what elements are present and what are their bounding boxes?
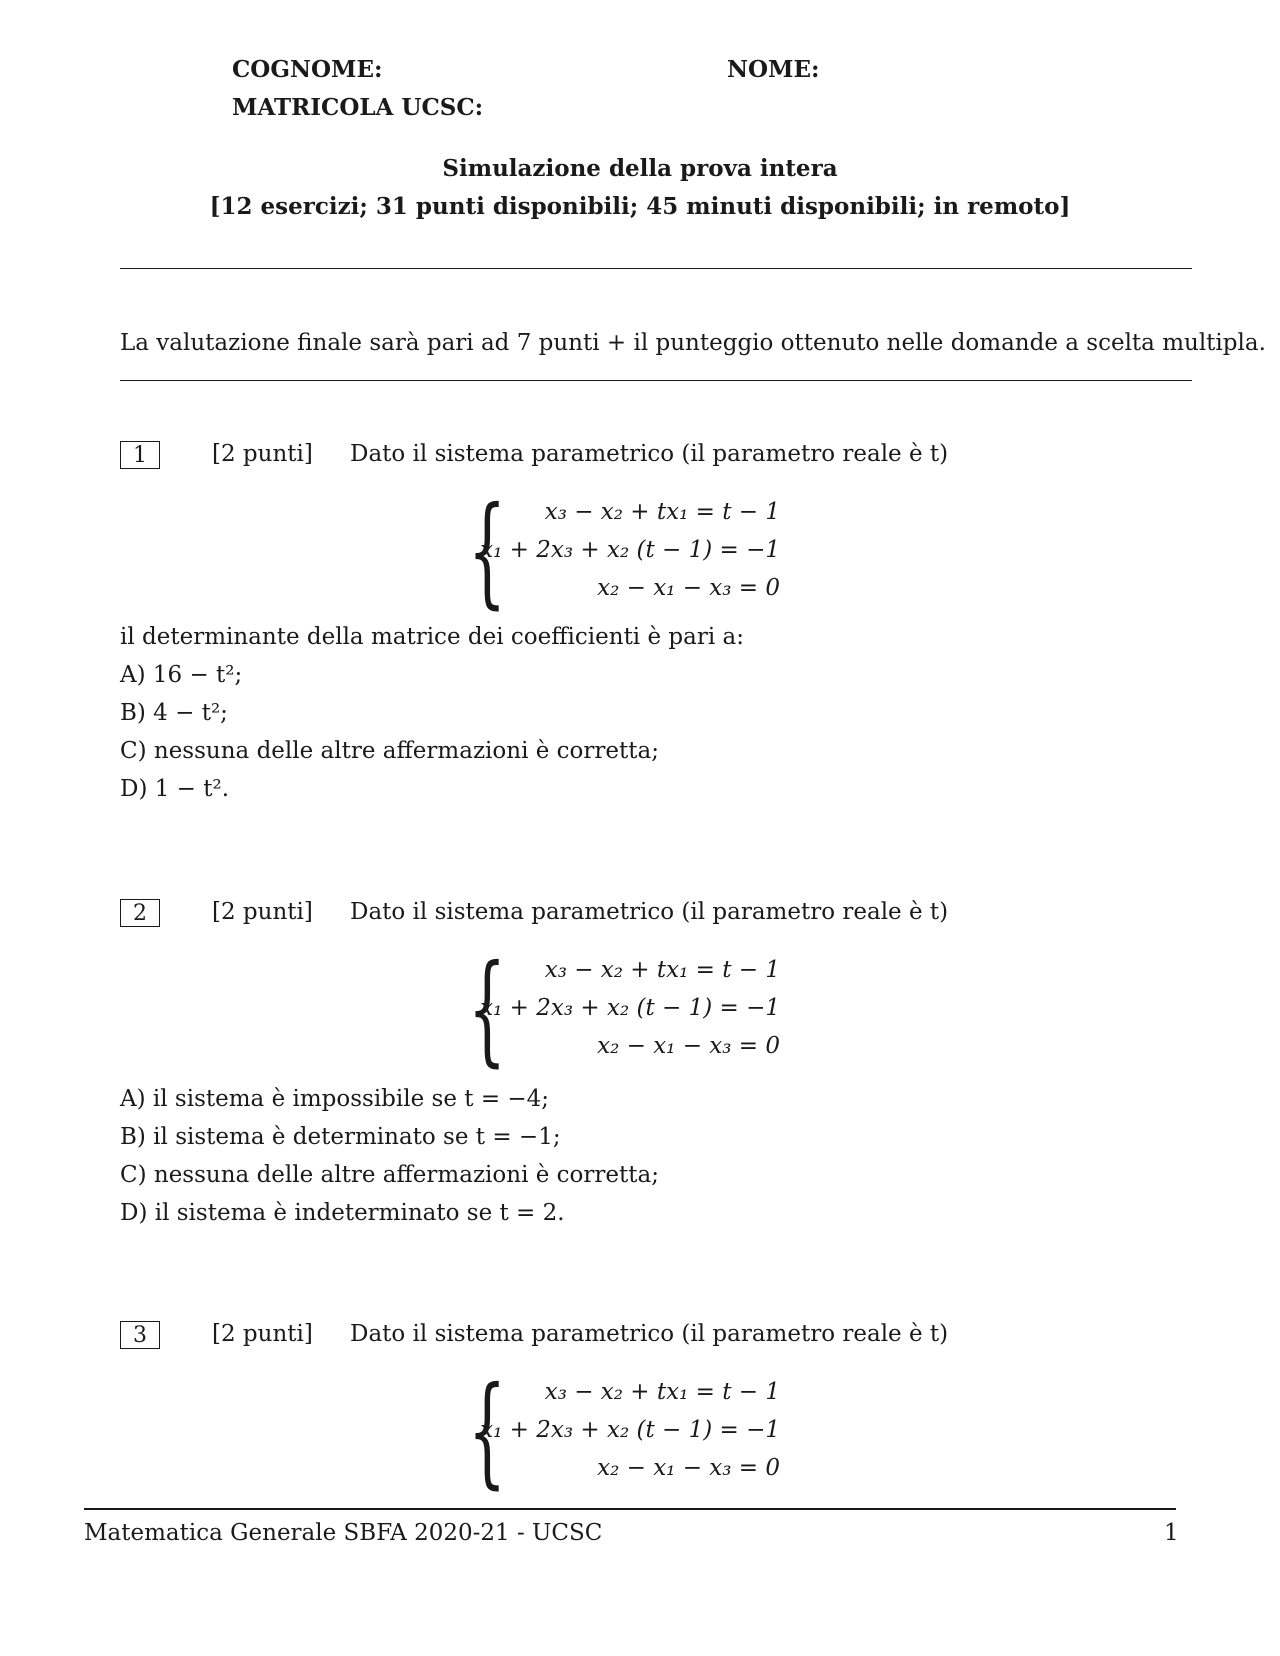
divider	[120, 268, 1192, 269]
question-number: 1	[120, 441, 160, 469]
question-prompt: Dato il sistema parametrico (il parametro reale è t)	[350, 441, 949, 467]
equation: x₁ + 2x₃ + x₂ (t − 1) = −1	[480, 1417, 780, 1443]
left-brace: {	[468, 940, 507, 1079]
intro-text: La valutazione finale sarà pari ad 7 punti + il punteggio ottenuto nelle domande a scelta multipla.	[120, 330, 1266, 356]
equation: x₃ − x₂ + tx₁ = t − 1	[544, 1379, 780, 1405]
answer-option: C) nessuna delle altre affermazioni è corretta;	[120, 738, 659, 764]
nome-label: NOME:	[727, 56, 820, 83]
answer-option: A) il sistema è impossibile se t = −4;	[120, 1086, 550, 1112]
question-prompt: Dato il sistema parametrico (il parametro reale è t)	[350, 899, 949, 925]
answer-option: C) nessuna delle altre affermazioni è corretta;	[120, 1162, 659, 1188]
equation: x₁ + 2x₃ + x₂ (t − 1) = −1	[480, 995, 780, 1021]
left-brace: {	[468, 1362, 507, 1501]
answer-option: D) 1 − t².	[120, 776, 230, 802]
question-points: [2 punti]	[212, 1321, 313, 1347]
question-number: 3	[120, 1321, 160, 1349]
answer-option: B) 4 − t²;	[120, 700, 228, 726]
equation: x₂ − x₁ − x₃ = 0	[597, 575, 780, 601]
equation: x₃ − x₂ + tx₁ = t − 1	[544, 499, 780, 525]
answer-option: D) il sistema è indeterminato se t = 2.	[120, 1200, 565, 1226]
question-number: 2	[120, 899, 160, 927]
equation: x₂ − x₁ − x₃ = 0	[597, 1033, 780, 1059]
cognome-label: COGNOME:	[232, 56, 383, 83]
footer-rule	[84, 1508, 1176, 1510]
question-points: [2 punti]	[212, 441, 313, 467]
page-title: Simulazione della prova intera	[442, 155, 838, 182]
answer-option: B) il sistema è determinato se t = −1;	[120, 1124, 561, 1150]
footer-course: Matematica Generale SBFA 2020-21 - UCSC	[84, 1520, 603, 1546]
equation: x₁ + 2x₃ + x₂ (t − 1) = −1	[480, 537, 780, 563]
question-points: [2 punti]	[212, 899, 313, 925]
equation: x₂ − x₁ − x₃ = 0	[597, 1455, 780, 1481]
question-lead: il determinante della matrice dei coefficienti è pari a:	[120, 624, 744, 650]
page-subtitle: [12 esercizi; 31 punti disponibili; 45 minuti disponibili; in remoto]	[209, 193, 1071, 220]
page-number: 1	[1164, 1520, 1179, 1546]
equation: x₃ − x₂ + tx₁ = t − 1	[544, 957, 780, 983]
left-brace: {	[468, 482, 507, 621]
divider	[120, 380, 1192, 381]
answer-option: A) 16 − t²;	[120, 662, 243, 688]
matricola-label: MATRICOLA UCSC:	[232, 94, 484, 121]
question-prompt: Dato il sistema parametrico (il parametro reale è t)	[350, 1321, 949, 1347]
